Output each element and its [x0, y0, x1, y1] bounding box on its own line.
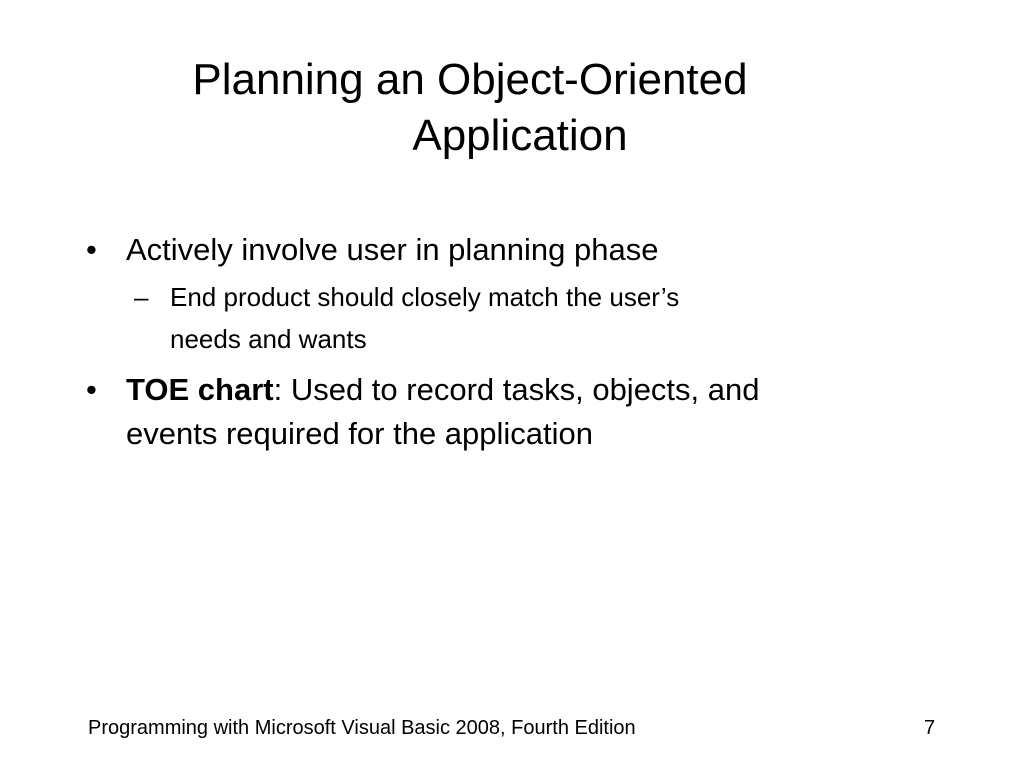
bullet-item-1	[86, 228, 916, 272]
bullet-text: Actively involve user in planning phase	[126, 232, 659, 267]
bullet-marker: •	[86, 232, 97, 267]
slide-body	[86, 228, 916, 456]
sub-bullet-line-2: needs and wants	[170, 324, 367, 354]
bullet-text-line-1: : Used to record tasks, objects, and	[273, 372, 760, 407]
sub-bullet-item-1	[86, 276, 916, 360]
bullet-text-line-2: events required for the application	[126, 416, 594, 451]
bullet-marker: •	[86, 372, 97, 407]
sub-bullet-marker: –	[134, 282, 149, 312]
bullet-bold-term: TOE chart	[126, 372, 274, 407]
title-line-1: Planning an Object-Oriented	[192, 55, 748, 104]
title-line-2: Application	[412, 111, 628, 160]
page-number: 7	[924, 717, 936, 739]
bullet-item-2	[86, 368, 916, 456]
slide-title	[90, 52, 950, 164]
slide-footer: Programming with Microsoft Visual Basic 2008, Fourth Edition	[88, 717, 636, 739]
sub-bullet-line-1: End product should closely match the user’s	[170, 282, 680, 312]
